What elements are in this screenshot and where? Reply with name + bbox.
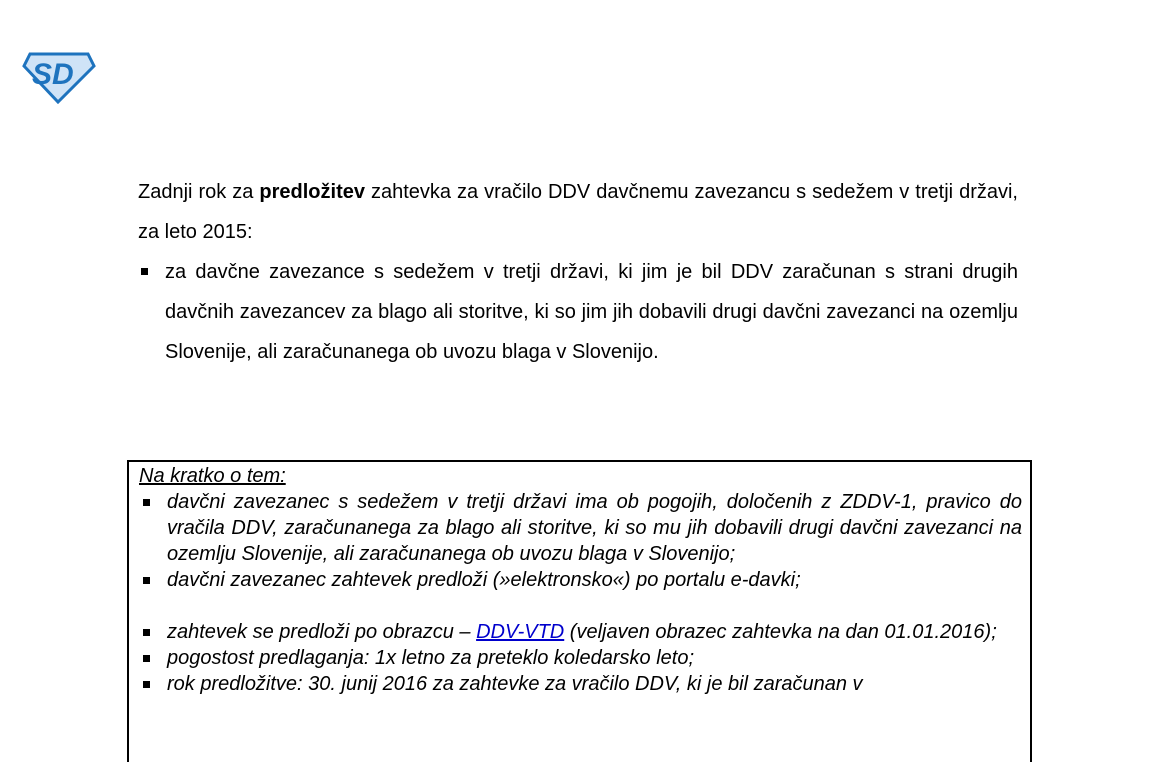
- list-item: zahtevek se predloži po obrazcu – DDV-VTD (veljaven obrazec zahtevka na dan 01.01.2016);: [139, 619, 1022, 645]
- summary-title: Na kratko o tem:: [139, 465, 286, 487]
- list-item: davčni zavezanec zahtevek predloži (»elektronsko«) po portalu e-davki;: [139, 567, 1022, 593]
- ddv-vtd-link[interactable]: DDV-VTD: [476, 621, 565, 643]
- intro-paragraph: Zadnji rok za predložitev zahtevka za vračilo DDV davčnemu zavezancu s sedežem v tretji državi, za leto 2015:: [138, 181, 1018, 243]
- list-item: rok predložitve: 30. junij 2016 za zahtevke za vračilo DDV, ki je bil zaračunan v: [139, 671, 1022, 697]
- list-item: davčni zavezanec s sedežem v tretji državi ima ob pogojih, določenih z ZDDV-1, pravico do vračila DDV, zaračunanega za blago ali storitve, ki so mu jih dobavili drugi davčni zavezanci na ozemlju Slovenije, ali zaračunanega ob uvozu blaga v Slovenijo;: [139, 489, 1022, 567]
- summary-list: [139, 489, 1022, 697]
- svg-text:SD: SD: [32, 58, 74, 91]
- list-item: pogostost predlaganja: 1x letno za preteklo koledarsko leto;: [139, 645, 1022, 671]
- summary-box: [127, 460, 1032, 762]
- company-logo: [22, 50, 96, 104]
- list-item: za davčne zavezance s sedežem v tretji državi, ki jim je bil DDV zaračunan s strani drugih davčnih zavezancev za blago ali storitve, ki so jim jih dobavili drugi davčni zavezanci na ozemlju Slovenije, ali zaračunanega ob uvozu blaga v Slovenijo.: [138, 252, 1018, 372]
- main-bullet-list: [138, 252, 1018, 372]
